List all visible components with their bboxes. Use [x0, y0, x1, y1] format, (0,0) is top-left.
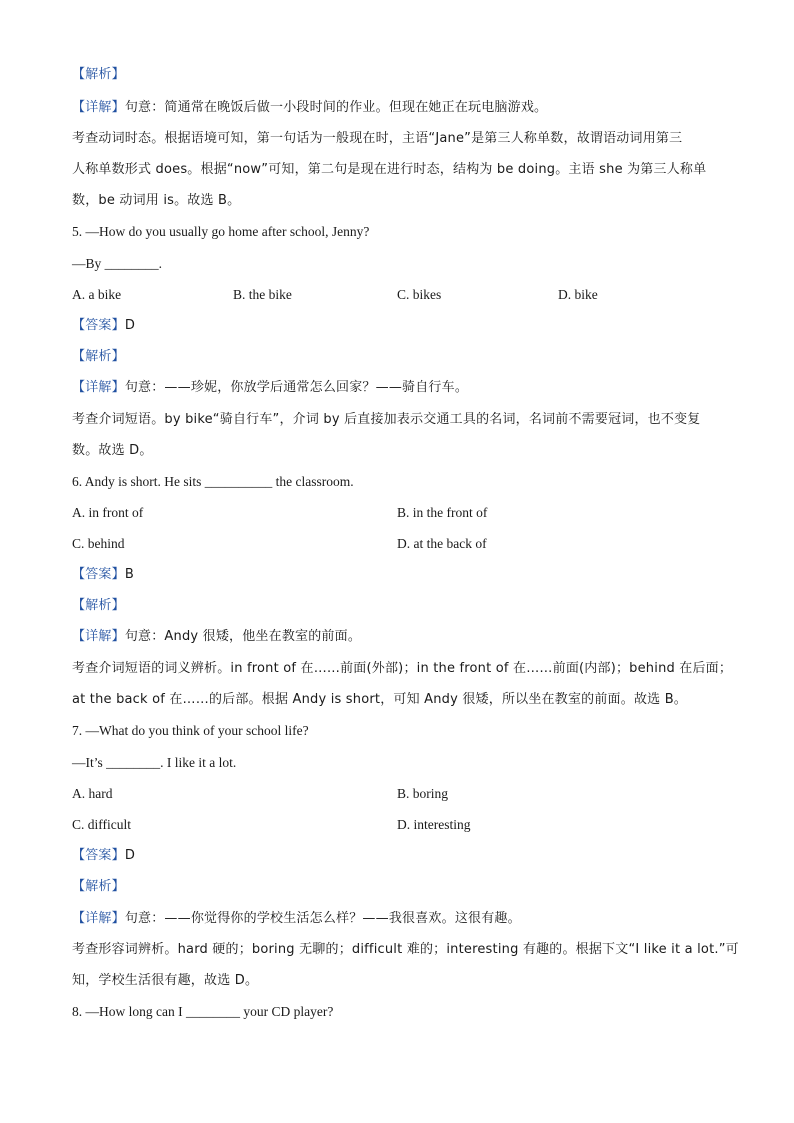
detail-text: 句意：——你觉得你的学校生活怎么样？——我很喜欢。这很有趣。	[124, 911, 521, 926]
option-c: C. behind	[72, 536, 125, 551]
analysis-tag: 【解析】	[72, 598, 125, 613]
option-b: B. boring	[397, 786, 449, 801]
detail-line	[72, 629, 361, 645]
analysis-tag: 【解析】	[72, 67, 125, 82]
question-8-text: 8. —How long can I ________ your CD player?	[72, 1004, 334, 1019]
analysis-line: 人称单数形式 does。根据“now”可知，第二句是现在进行时态，结构为 be doing。主语 she 为第三人称单	[72, 162, 707, 177]
answer-tag: 【答案】	[72, 567, 125, 582]
detail-tag: 【详解】	[72, 100, 125, 115]
answer-line	[72, 567, 134, 583]
question-5-text: 5. —How do you usually go home after school, Jenny?	[72, 224, 370, 239]
analysis-heading	[72, 598, 125, 614]
analysis-line: 考查形容词辨析。hard 硬的；boring 无聊的；difficult 难的；interesting 有趣的。根据下文“I like it a lot.”可	[72, 942, 739, 957]
option-a: A. hard	[72, 786, 113, 801]
answer-value: D	[124, 848, 136, 863]
analysis-line: 数。故选 D。	[72, 443, 153, 458]
detail-text: 句意：简通常在晚饭后做一小段时间的作业。但现在她正在玩电脑游戏。	[124, 100, 548, 115]
analysis-tag: 【解析】	[72, 349, 125, 364]
analysis-heading	[72, 349, 125, 365]
answer-tag: 【答案】	[72, 848, 125, 863]
answer-line	[72, 848, 135, 864]
question-5-reply: —By ________.	[72, 256, 163, 271]
option-a: A. a bike	[72, 287, 122, 302]
option-b: B. in the front of	[397, 505, 488, 520]
analysis-tag: 【解析】	[72, 879, 125, 894]
analysis-heading	[72, 879, 125, 895]
analysis-line: 数，be 动词用 is。故选 B。	[72, 193, 241, 208]
question-7-reply: —It’s ________. I like it a lot.	[72, 755, 237, 770]
option-a: A. in front of	[72, 505, 144, 520]
option-c: C. bikes	[397, 287, 442, 302]
answer-value: B	[124, 567, 134, 582]
option-d: D. interesting	[397, 817, 471, 832]
question-7-text: 7. —What do you think of your school life?	[72, 723, 309, 738]
option-c: C. difficult	[72, 817, 131, 832]
answer-value: D	[124, 318, 136, 333]
option-d: D. at the back of	[397, 536, 487, 551]
option-b: B. the bike	[233, 287, 292, 302]
detail-text: 句意：——珍妮，你放学后通常怎么回家？——骑自行车。	[124, 380, 469, 395]
detail-tag: 【详解】	[72, 629, 125, 644]
analysis-line: at the back of 在……的后部。根据 Andy is short，可知 Andy 很矮，所以坐在教室的前面。故选 B。	[72, 692, 688, 707]
answer-line	[72, 318, 135, 334]
analysis-line: 考查介词短语的词义辨析。in front of 在……前面(外部)；in the front of 在……前面(内部)；behind 在后面；	[72, 661, 733, 676]
detail-line	[72, 380, 468, 396]
detail-line	[72, 100, 547, 116]
option-d: D. bike	[558, 287, 598, 302]
detail-text: 句意：Andy 很矮，他坐在教室的前面。	[124, 629, 362, 644]
detail-tag: 【详解】	[72, 380, 125, 395]
analysis-heading	[72, 67, 125, 83]
analysis-line: 考查动词时态。根据语境可知，第一句话为一般现在时，主语“Jane”是第三人称单数，故谓语动词用第三	[72, 131, 683, 146]
answer-tag: 【答案】	[72, 318, 125, 333]
analysis-line: 知，学校生活很有趣，故选 D。	[72, 973, 259, 988]
question-6-text: 6. Andy is short. He sits __________ the classroom.	[72, 474, 354, 489]
detail-line	[72, 911, 521, 927]
analysis-line: 考查介词短语。by bike“骑自行车”，介词 by 后直接加表示交通工具的名词，名词前不需要冠词，也不变复	[72, 412, 701, 427]
detail-tag: 【详解】	[72, 911, 125, 926]
